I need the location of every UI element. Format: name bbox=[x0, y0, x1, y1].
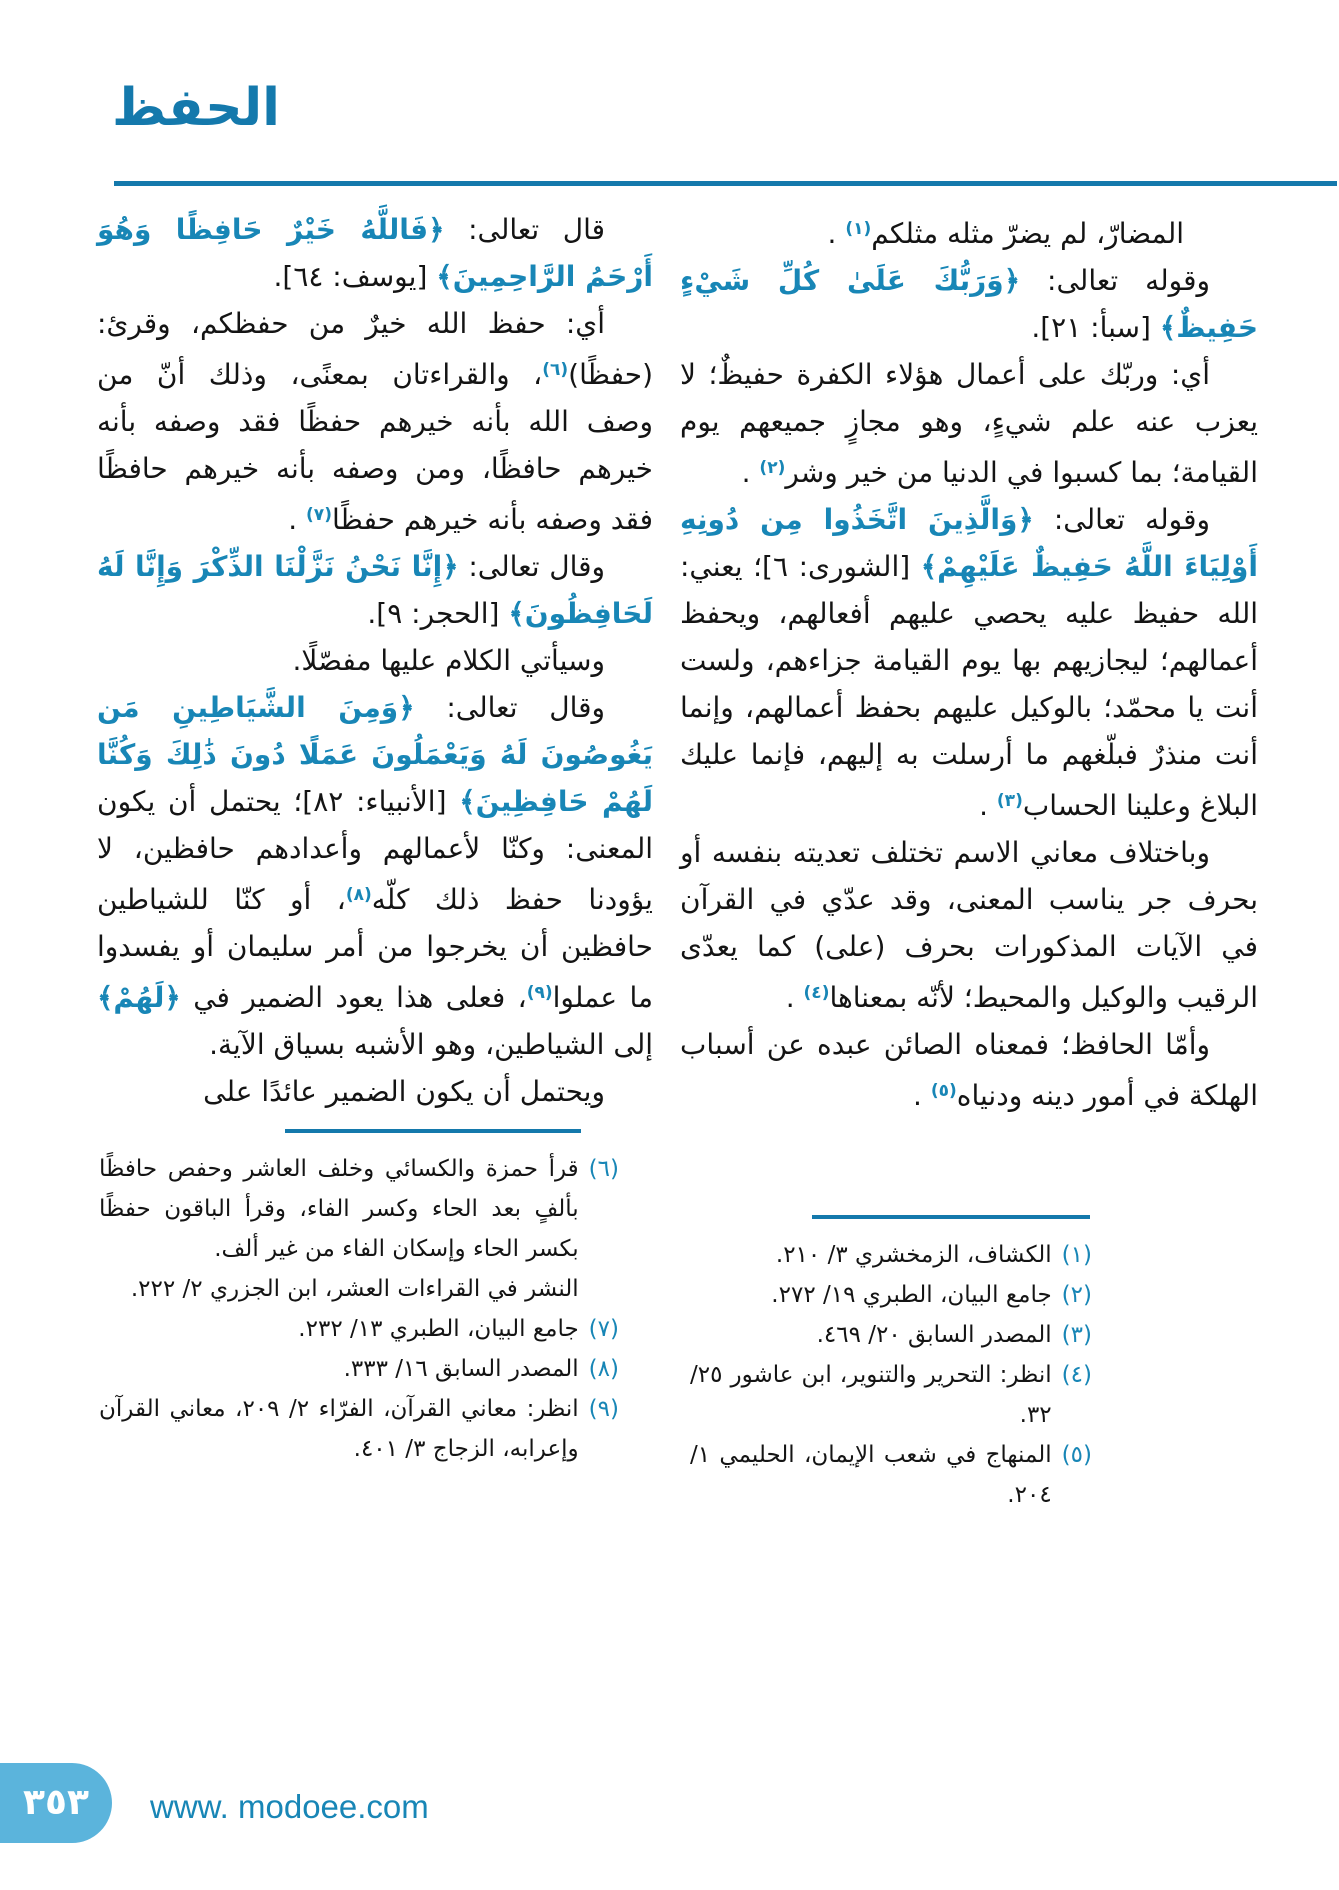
column-right-footnotes bbox=[690, 1235, 1092, 1515]
paragraph bbox=[680, 206, 1258, 257]
header-rule bbox=[114, 181, 1337, 186]
paragraph bbox=[680, 829, 1258, 1021]
footnote-line: المنهاج في شعب الإيمان، الحليمي ١/ ٢٠٤. bbox=[690, 1442, 1052, 1508]
body-text: وقال تعالى: bbox=[458, 550, 606, 583]
body-text: إلى الشياطين، وهو الأشبه بسياق الآية. bbox=[209, 1028, 653, 1061]
footnote-line: المصدر السابق ١٦/ ٣٣٣. bbox=[343, 1356, 579, 1382]
footnote-line: قرأ حمزة والكسائي وخلف العاشر وحفص حافظًا بألفٍ بعد الحاء وكسر الفاء، وقرأ الباقون حفظًا بكسر الحاء وإسكان الفاء من غير ألف. bbox=[99, 1156, 579, 1262]
footnote bbox=[690, 1235, 1092, 1275]
body-text: [سبأ: ٢١]. bbox=[1031, 311, 1160, 344]
quran-verse: ﴿وَمِنَ الشَّيَاطِينِ مَن يَغُوصُونَ لَهُ وَيَعْمَلُونَ عَمَلًا دُونَ ذَٰلِكَ وَكُنَّا لَهُمْ حَافِظِينَ﴾ bbox=[97, 691, 654, 818]
page-number-badge bbox=[0, 1763, 112, 1843]
footnote bbox=[690, 1315, 1092, 1355]
footnote-text bbox=[690, 1435, 1052, 1515]
footnote-text bbox=[690, 1315, 1052, 1355]
body-text: . bbox=[785, 981, 804, 1014]
body-text: . bbox=[913, 1079, 931, 1112]
body-text: أي: حفظ الله خيرٌ من حفظكم، وقرئ: (حفظًا) bbox=[97, 307, 653, 391]
footnote-text bbox=[99, 1349, 579, 1389]
footnote-line: الكشاف، الزمخشري ٣/ ٢١٠. bbox=[775, 1242, 1052, 1268]
footnote bbox=[99, 1309, 619, 1349]
footnote-number: (١) bbox=[1061, 1242, 1092, 1268]
footnote-line: النشر في القراءات العشر، ابن الجزري ٢/ ٢٢٢. bbox=[130, 1276, 579, 1302]
footnote bbox=[99, 1389, 619, 1469]
paragraph bbox=[680, 1021, 1258, 1119]
paragraph bbox=[97, 637, 653, 684]
body-text: [الشورى: ٦]؛ يعني: الله حفيظ عليه يحصي عليهم أفعالهم، ويحفظ أعمالهم؛ ليجازيهم بها يوم القيامة جزاءهم، ولست أنت يا محمّد؛ بالوكيل عليهم بحفظ أعمالهم، وإنما أنت منذرٌ فبلّغهم ما أرسلت به إليهم، فإنما عليك البلاغ وعلينا الحساب bbox=[680, 550, 1258, 822]
footnote-text bbox=[99, 1309, 579, 1349]
body-text: وقوله تعالى: bbox=[1020, 264, 1210, 297]
paragraph bbox=[680, 257, 1258, 351]
footnote-ref: (٤) bbox=[803, 983, 830, 1003]
footnote-number: (٦) bbox=[588, 1156, 619, 1182]
body-text: [يوسف: ٦٤]. bbox=[273, 260, 437, 293]
footnote-ref: (٧) bbox=[306, 505, 332, 525]
paragraph bbox=[97, 1068, 653, 1115]
paragraph bbox=[680, 496, 1258, 829]
body-text: قال تعالى: bbox=[444, 213, 606, 246]
paragraph bbox=[680, 351, 1258, 496]
page-title: الحفظ bbox=[112, 78, 280, 138]
paragraph bbox=[97, 684, 653, 1068]
footnote bbox=[690, 1355, 1092, 1435]
footnote-number: (٧) bbox=[588, 1316, 619, 1342]
body-text: وقال تعالى: bbox=[414, 691, 606, 724]
body-text: وقوله تعالى: bbox=[1033, 503, 1210, 536]
quran-verse: ﴿وَرَبُّكَ عَلَىٰ كُلِّ شَيْءٍ حَفِيظٌ﴾ bbox=[680, 264, 1258, 344]
body-text: وسيأتي الكلام عليها مفصّلًا. bbox=[292, 644, 605, 677]
column-right bbox=[680, 206, 1258, 1515]
footnote-number: (٨) bbox=[588, 1356, 619, 1382]
footnote-separator-left bbox=[285, 1129, 581, 1133]
paragraph bbox=[97, 543, 653, 637]
footnote-ref: (٦) bbox=[542, 360, 569, 380]
paragraph bbox=[97, 206, 653, 300]
quran-verse: ﴿إِنَّا نَحْنُ نَزَّلْنَا الذِّكْرَ وَإِنَّا لَهُ لَحَافِظُونَ﴾ bbox=[97, 550, 653, 630]
footnote bbox=[99, 1349, 619, 1389]
footnote-line: انظر: التحرير والتنوير، ابن عاشور ٢٥/ ٣٢. bbox=[690, 1362, 1052, 1428]
body-text: وباختلاف معاني الاسم تختلف تعديته بنفسه أو بحرف جر يناسب المعنى، وقد عدّي في القرآن في الآيات المذكورات بحرف (على) كما يعدّى الرقيب والوكيل والمحيط؛ لأنّه بمعناها bbox=[680, 836, 1258, 1014]
body-text: ، فعلى هذا يعود الضمير في bbox=[180, 981, 527, 1014]
footnote bbox=[690, 1435, 1092, 1515]
footnote-ref: (٣) bbox=[996, 791, 1023, 811]
footnote bbox=[690, 1275, 1092, 1315]
body-text: . bbox=[979, 789, 997, 822]
body-text: ويحتمل أن يكون الضمير عائدًا على bbox=[203, 1075, 605, 1108]
footnote-number: (٣) bbox=[1061, 1322, 1092, 1348]
footnote-number: (٩) bbox=[588, 1396, 619, 1422]
body-text: ، أو كنّا للشياطين حافظين أن يخرجوا من أمر سليمان أو يفسدوا ما عملوا bbox=[97, 883, 653, 1014]
footnote-number: (٢) bbox=[1061, 1282, 1092, 1308]
footnote bbox=[99, 1149, 619, 1309]
footnote-line: جامع البيان، الطبري ١٣/ ٢٣٢. bbox=[298, 1316, 579, 1342]
footnote-text bbox=[99, 1149, 579, 1309]
body-text: . bbox=[827, 217, 846, 250]
column-left-footnotes bbox=[99, 1149, 619, 1469]
body-text: . bbox=[288, 503, 307, 536]
footnote-line: جامع البيان، الطبري ١٩/ ٢٧٢. bbox=[771, 1282, 1052, 1308]
body-text: أي: وربّك على أعمال هؤلاء الكفرة حفيظٌ؛ لا يعزب عنه علم شيءٍ، وهو مجازٍ جميعهم يوم القيامة؛ بما كسبوا في الدنيا من خير وشر bbox=[680, 358, 1258, 489]
body-text: وأمّا الحافظ؛ فمعناه الصائن عبده عن أسباب الهلكة في أمور دينه ودنياه bbox=[680, 1028, 1258, 1112]
footnote-number: (٤) bbox=[1061, 1362, 1092, 1388]
column-right-body bbox=[680, 206, 1258, 1119]
paragraph bbox=[97, 300, 653, 543]
website-url[interactable]: www. modoee.com bbox=[150, 1788, 429, 1825]
footnote-ref: (٨) bbox=[345, 885, 372, 905]
body-text: ، والقراءتان بمعنًى، وذلك أنّ من وصف الله بأنه خيرهم حفظًا فقد وصفه بأنه خيرهم حافظًا، ومن وصفه بأنه خيرهم حافظًا فقد وصفه بأنه خيرهم حفظًا bbox=[97, 358, 653, 536]
footnote-number: (٥) bbox=[1061, 1442, 1092, 1468]
quran-verse: ﴿وَالَّذِينَ اتَّخَذُوا مِن دُونِهِ أَوْلِيَاءَ اللَّهُ حَفِيظٌ عَلَيْهِمْ﴾ bbox=[680, 503, 1258, 583]
footnote-ref: (٢) bbox=[759, 458, 786, 478]
quran-verse: ﴿فَاللَّهُ خَيْرٌ حَافِظًا وَهُوَ أَرْحَمُ الرَّاحِمِينَ﴾ bbox=[97, 213, 653, 293]
footnote-separator-right bbox=[812, 1215, 1090, 1219]
column-left-body bbox=[97, 206, 653, 1115]
quran-verse: ﴿لَهُمْ﴾ bbox=[97, 981, 181, 1014]
column-left bbox=[97, 206, 653, 1469]
body-text: [الأنبياء: ٨٢]؛ يحتمل أن يكون المعنى: وكنّا لأعمالهم وأعدادهم حافظين، لا يؤودنا حفظ ذلك كلّه bbox=[97, 785, 653, 916]
footnote-line: المصدر السابق ٢٠/ ٤٦٩. bbox=[816, 1322, 1052, 1348]
body-text: . bbox=[741, 456, 760, 489]
body-text: المضارّ، لم يضرّ مثله مثلكم bbox=[871, 217, 1184, 250]
footnote-ref: (١) bbox=[845, 219, 872, 239]
footnote-text bbox=[690, 1235, 1052, 1275]
body-text: [الحجر: ٩]. bbox=[367, 597, 509, 630]
footnote-text bbox=[690, 1355, 1052, 1435]
footnote-line: انظر: معاني القرآن، الفرّاء ٢/ ٢٠٩، معاني القرآن وإعرابه، الزجاج ٣/ ٤٠١. bbox=[99, 1396, 579, 1462]
page-number: ٣٥٣ bbox=[23, 1782, 89, 1823]
footnote-text bbox=[99, 1389, 579, 1469]
footnote-ref: (٥) bbox=[930, 1081, 957, 1101]
footnote-text bbox=[690, 1275, 1052, 1315]
footnote-ref: (٩) bbox=[526, 983, 553, 1003]
